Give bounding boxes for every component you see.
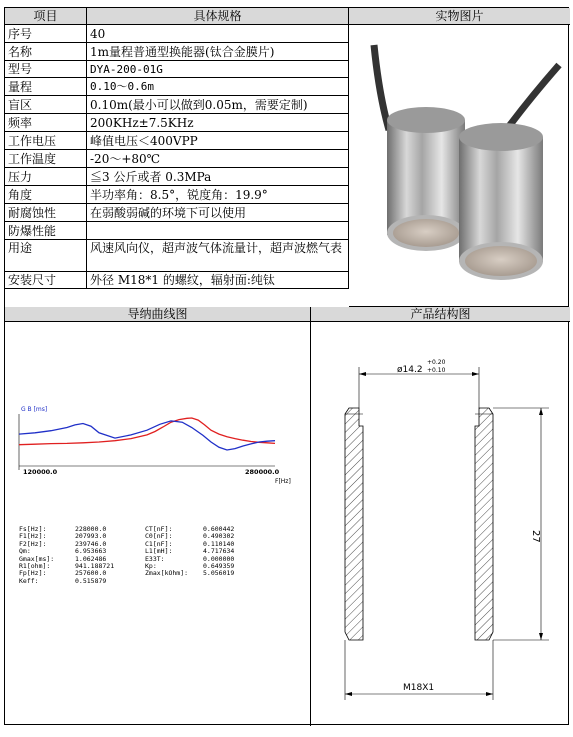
param-key: F2[Hz]: bbox=[19, 539, 47, 548]
row-value: 1m量程普通型换能器(钛合金膜片) bbox=[87, 43, 349, 61]
y-axis-label: G B [ms] bbox=[21, 406, 48, 413]
tol-up-label: +0.20 bbox=[427, 359, 446, 366]
param-key: L1[mH]: bbox=[145, 547, 173, 556]
header-photo: 实物图片 bbox=[349, 8, 570, 25]
param-key: C1[nF]: bbox=[145, 539, 173, 548]
structure-drawing bbox=[311, 322, 570, 726]
x-start-label: 120000.0 bbox=[23, 468, 58, 476]
row-label: 压力 bbox=[5, 168, 87, 186]
param-value: 1.062486 bbox=[75, 554, 107, 563]
param-key: Qm: bbox=[19, 547, 31, 556]
row-label: 型号 bbox=[5, 61, 87, 78]
param-value: 4.717634 bbox=[203, 547, 235, 556]
dia-label: ø14.2 bbox=[397, 365, 423, 375]
param-value: 0.490302 bbox=[203, 532, 235, 541]
row-value: 在弱酸弱碱的环境下可以使用 bbox=[87, 204, 349, 222]
header-item: 项目 bbox=[5, 8, 87, 25]
param-key: Kp: bbox=[145, 562, 157, 570]
admittance-chart bbox=[5, 322, 310, 726]
row-label: 工作温度 bbox=[5, 150, 87, 168]
param-key: Fs[Hz]: bbox=[19, 525, 47, 533]
row-label: 名称 bbox=[5, 43, 87, 61]
row-label: 用途 bbox=[5, 240, 87, 272]
row-value: -20～+80℃ bbox=[87, 150, 349, 168]
row-value: DYA-200-01G bbox=[87, 61, 349, 78]
left-wall bbox=[345, 408, 363, 640]
param-value: 6.953663 bbox=[75, 547, 107, 556]
spec-sheet bbox=[4, 7, 569, 725]
row-label: 盲区 bbox=[5, 96, 87, 114]
param-key: R1[ohm]: bbox=[19, 562, 51, 570]
param-key: C0[nF]: bbox=[145, 532, 173, 541]
param-value: 257600.0 bbox=[75, 569, 107, 578]
height-label: 27 bbox=[530, 530, 541, 543]
transducer-photo-image bbox=[349, 25, 569, 307]
param-key: Zmax[kOhm]: bbox=[145, 569, 189, 578]
param-value: 0.110140 bbox=[203, 539, 235, 548]
product-photo bbox=[349, 25, 569, 307]
header-spec: 具体规格 bbox=[87, 8, 349, 25]
row-value: 40 bbox=[87, 25, 349, 43]
thread-label: M18X1 bbox=[403, 683, 435, 693]
row-value: 外径 M18*1 的螺纹，辐射面:纯钛 bbox=[87, 272, 349, 289]
x-unit-label: F[Hz] bbox=[275, 478, 291, 485]
x-end-label: 280000.0 bbox=[245, 468, 280, 476]
series-g-line bbox=[19, 418, 275, 445]
right-wall bbox=[475, 408, 493, 640]
row-label: 安装尺寸 bbox=[5, 272, 87, 289]
tol-dn-label: +0.10 bbox=[427, 367, 446, 374]
param-value: 941.188721 bbox=[75, 562, 115, 570]
row-value: 半功率角：8.5°，锐度角：19.9° bbox=[87, 186, 349, 204]
row-value: 0.10～0.6m bbox=[87, 78, 349, 96]
structure-panel bbox=[311, 322, 570, 726]
param-value: 5.056019 bbox=[203, 569, 235, 578]
admittance-panel bbox=[5, 322, 311, 726]
param-value: 0.649359 bbox=[203, 562, 235, 570]
row-value: 0.10m(最小可以做到0.05m，需要定制) bbox=[87, 96, 349, 114]
row-value bbox=[87, 222, 349, 240]
param-key: Keff: bbox=[19, 576, 39, 585]
param-value: 207993.0 bbox=[75, 532, 107, 541]
param-key: Fp[Hz]: bbox=[19, 569, 47, 578]
row-label: 频率 bbox=[5, 114, 87, 132]
row-label: 工作电压 bbox=[5, 132, 87, 150]
param-key: E33T: bbox=[145, 554, 165, 563]
row-value: 峰值电压＜400VPP bbox=[87, 132, 349, 150]
param-value: 239746.0 bbox=[75, 539, 107, 548]
param-key: F1[Hz]: bbox=[19, 532, 47, 541]
param-value: 0.600442 bbox=[203, 525, 235, 533]
row-label: 角度 bbox=[5, 186, 87, 204]
param-key: CT[nF]: bbox=[145, 525, 173, 533]
header-admittance: 导纳曲线图 bbox=[5, 307, 311, 322]
row-label: 序号 bbox=[5, 25, 87, 43]
row-label: 耐腐蚀性 bbox=[5, 204, 87, 222]
row-value: 风速风向仪，超声波气体流量计，超声波燃气表 bbox=[87, 240, 349, 272]
param-value: 0.000000 bbox=[203, 554, 235, 563]
param-key: Gmax[ms]: bbox=[19, 554, 55, 563]
row-label: 量程 bbox=[5, 78, 87, 96]
param-value: 0.515879 bbox=[75, 576, 107, 585]
row-value: ≦3 公斤或者 0.3MPa bbox=[87, 168, 349, 186]
header-structure: 产品结构图 bbox=[311, 307, 570, 322]
param-value: 228000.0 bbox=[75, 525, 107, 533]
row-value: 200KHz±7.5KHz bbox=[87, 114, 349, 132]
row-label: 防爆性能 bbox=[5, 222, 87, 240]
